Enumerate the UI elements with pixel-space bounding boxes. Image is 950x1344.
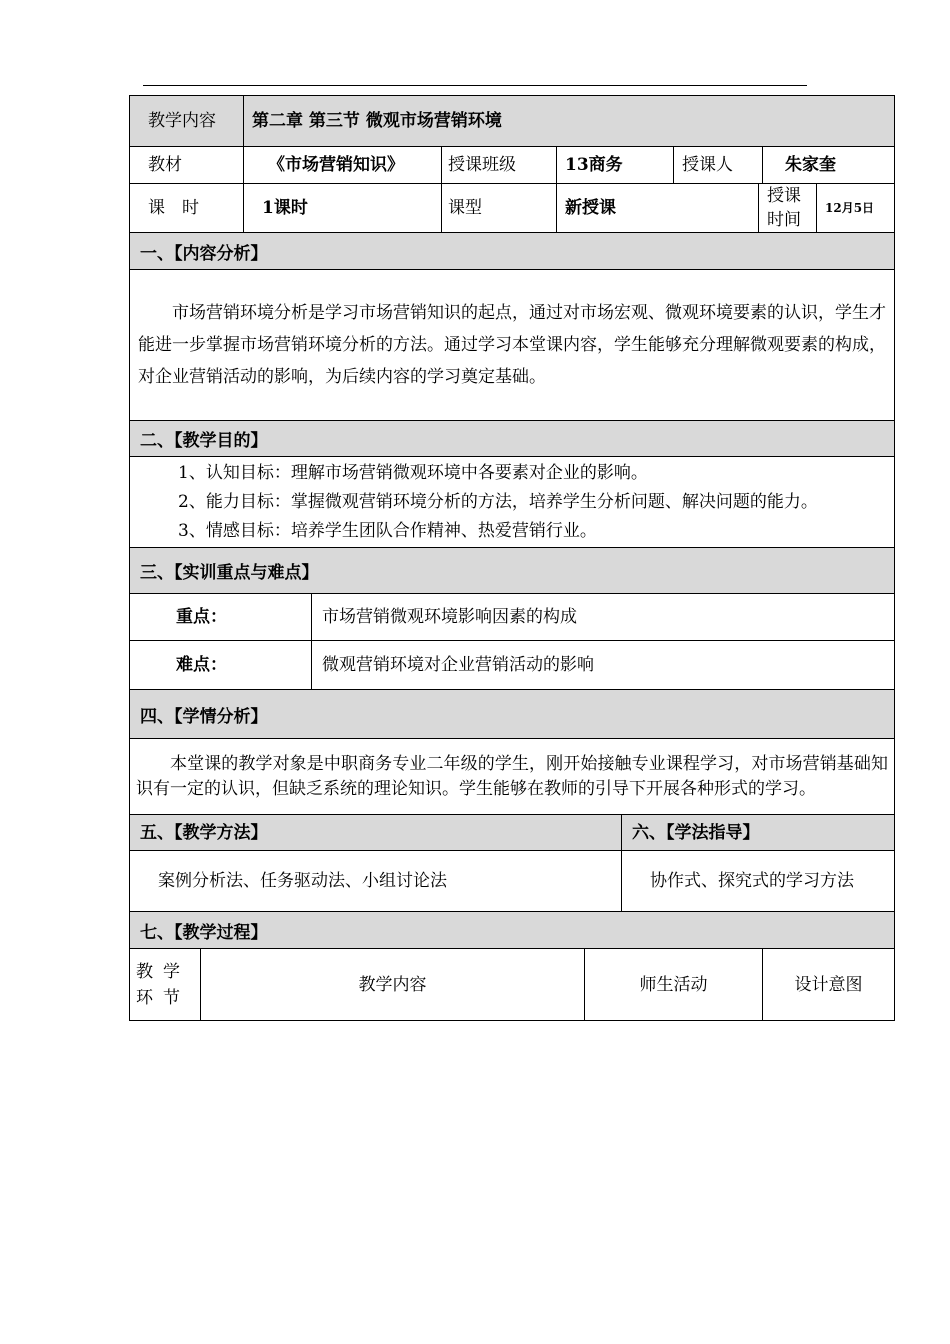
difficulty-label: 难点： (130, 641, 312, 689)
type-value: 新授课 (557, 184, 759, 232)
process-columns (129, 949, 895, 1021)
section-teaching-goals-header (129, 421, 895, 457)
key-label: 重点： (130, 594, 312, 640)
row-content (129, 95, 895, 147)
time-value: 12月5日 (825, 201, 875, 215)
section-content-analysis-header (129, 233, 895, 270)
guidance-title: 六、【学法指导】 (622, 815, 894, 850)
section-content-analysis-body (129, 270, 895, 421)
section-process-header (129, 912, 895, 949)
methods-text: 案例分析法、任务驱动法、小组讨论法 (130, 851, 622, 911)
student-analysis-text: 本堂课的教学对象是中职商务专业二年级的学生，刚开始接触专业课程学习，对市场营销基础知识有一定的认识，但缺乏系统的理论知识。学生能够在教师的引导下开展各种形式的学习。 (136, 753, 888, 799)
process-col-intent: 设计意图 (794, 974, 863, 995)
textbook-value: 《市场营销知识》 (244, 147, 442, 183)
goal-item: 1、认知目标：理解市场营销微观环境中各要素对企业的影响。 (178, 462, 648, 483)
section-title: 二、【教学目的】 (130, 421, 894, 456)
section-student-analysis-header (129, 690, 895, 739)
textbook-label: 教材 (130, 147, 244, 183)
section-title: 三、【实训重点与难点】 (130, 548, 894, 593)
row-textbook (129, 147, 895, 184)
process-col-stage: 教学环节 (130, 949, 201, 1020)
process-col-activity: 师生活动 (585, 949, 763, 1020)
teacher-value: 朱家奎 (785, 155, 836, 175)
row-difficulty (129, 641, 895, 690)
section-methods-body (129, 851, 895, 912)
section-title: 七、【教学过程】 (130, 912, 894, 948)
section-key-points-header (129, 548, 895, 594)
hours-label: 课 时 (130, 184, 244, 232)
lesson-plan-table (129, 95, 895, 1021)
guidance-text: 协作式、探究式的学习方法 (650, 871, 854, 891)
difficulty-value: 微观营销环境对企业营销活动的影响 (322, 655, 594, 675)
goal-item: 2、能力目标：掌握微观营销环境分析的方法，培养学生分析问题、解决问题的能力。 (178, 491, 818, 512)
goals-list (130, 459, 818, 546)
section-title: 一、【内容分析】 (130, 233, 894, 269)
class-label: 授课班级 (442, 147, 557, 183)
page-header-rule (143, 85, 807, 86)
section-title: 四、【学情分析】 (130, 690, 894, 738)
methods-title: 五、【教学方法】 (130, 815, 622, 850)
type-label: 课型 (442, 184, 557, 232)
time-label: 授课时间 (759, 184, 817, 232)
process-col-content: 教学内容 (201, 949, 585, 1020)
section-teaching-goals-body (129, 457, 895, 548)
section-student-analysis-body (129, 739, 895, 815)
row-hours (129, 184, 895, 233)
content-analysis-text: 市场营销环境分析是学习市场营销知识的起点，通过对市场宏观、微观环境要素的认识，学生才能进一步掌握市场营销环境分析的方法。通过学习本堂课内容，学生能够充分理解微观要素的构成，对企业营销活动的影响，为后续内容的学习奠定基础。 (138, 303, 886, 387)
teacher-label: 授课人 (674, 147, 763, 183)
section-methods-header (129, 815, 895, 851)
content-value: 第二章 第三节 微观市场营销环境 (252, 111, 502, 131)
content-label: 教学内容 (130, 96, 244, 146)
class-value: 13商务 (557, 147, 674, 183)
row-key-point (129, 594, 895, 641)
hours-value: 1课时 (244, 184, 442, 232)
goal-item: 3、情感目标：培养学生团队合作精神、热爱营销行业。 (178, 520, 597, 541)
key-value: 市场营销微观环境影响因素的构成 (322, 607, 577, 627)
